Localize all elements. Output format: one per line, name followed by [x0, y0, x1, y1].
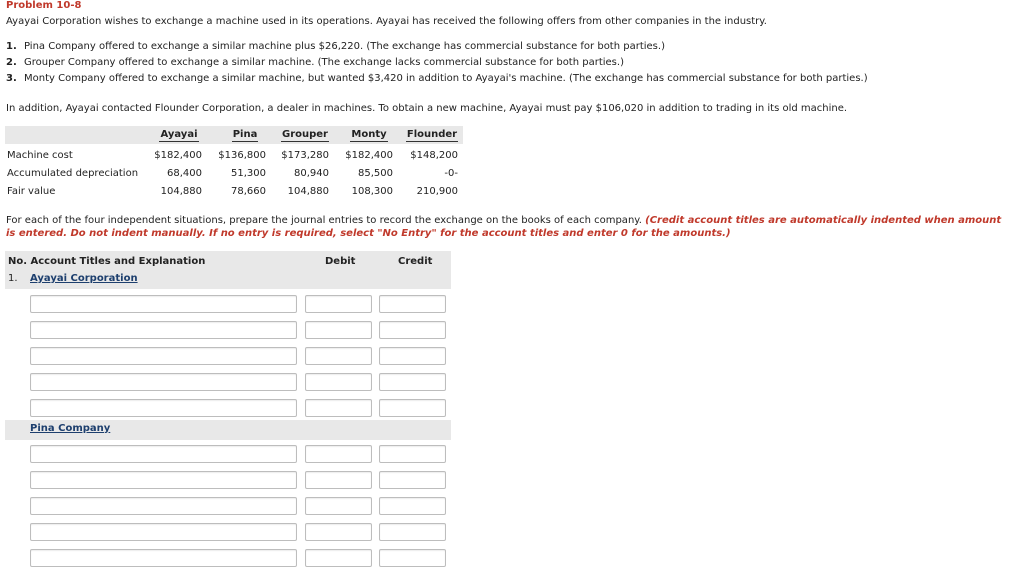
debit-input[interactable]	[305, 471, 372, 489]
table-cell: -0-	[444, 168, 458, 179]
company-heading-pina: Pina Company	[30, 423, 111, 434]
credit-input[interactable]	[379, 347, 446, 365]
col-header-grouper: Grouper	[281, 129, 328, 140]
credit-input[interactable]	[379, 497, 446, 515]
account-title-input[interactable]	[30, 497, 297, 515]
journal-header	[5, 251, 451, 289]
debit-input[interactable]	[305, 321, 372, 339]
col-header-ayayai: Ayayai	[160, 129, 198, 140]
problem-intro: Ayayai Corporation wishes to exchange a machine used in its operations. Ayayai has received the following offers from other companies in the industry.	[6, 16, 767, 27]
company-section-header	[5, 420, 451, 440]
table-cell: 85,500	[358, 168, 393, 179]
credit-input[interactable]	[379, 321, 446, 339]
table-cell: $136,800	[218, 150, 266, 161]
table-cell: $173,280	[281, 150, 329, 161]
col-header-debit: Debit	[325, 256, 356, 267]
offer-text: Grouper Company offered to exchange a similar machine. (The exchange lacks commercial substance for both parties.)	[24, 57, 624, 68]
credit-input[interactable]	[379, 399, 446, 417]
table-cell: $148,200	[410, 150, 458, 161]
debit-input[interactable]	[305, 347, 372, 365]
offer-number: 1.	[6, 41, 17, 52]
account-title-input[interactable]	[30, 321, 297, 339]
offer-item	[6, 41, 665, 52]
offer-number: 3.	[6, 73, 17, 84]
table-cell: $182,400	[345, 150, 393, 161]
debit-input[interactable]	[305, 445, 372, 463]
company-heading-ayayai: Ayayai Corporation	[30, 273, 138, 284]
problem-title: Problem 10-8	[6, 0, 82, 11]
offer-text: Monty Company offered to exchange a similar machine, but wanted $3,420 in addition to Ayayai's machine. (The exchange has commercial substance for both parties.)	[24, 73, 868, 84]
col-header-monty: Monty	[351, 129, 387, 140]
table-cell: 210,900	[416, 186, 458, 197]
offer-item	[6, 73, 868, 84]
col-header-account: No. Account Titles and Explanation	[8, 256, 206, 267]
offer-text: Pina Company offered to exchange a similar machine plus $26,220. (The exchange has commercial substance for both parties.)	[24, 41, 665, 52]
debit-input[interactable]	[305, 399, 372, 417]
instructions-text: For each of the four independent situations, prepare the journal entries to record the exchange on the books of each company.	[6, 215, 646, 226]
debit-input[interactable]	[305, 295, 372, 313]
col-header-credit: Credit	[398, 256, 433, 267]
offer-number: 2.	[6, 57, 17, 68]
debit-input[interactable]	[305, 497, 372, 515]
table-cell: 68,400	[167, 168, 202, 179]
credit-input[interactable]	[379, 373, 446, 391]
account-title-input[interactable]	[30, 347, 297, 365]
credit-input[interactable]	[379, 445, 446, 463]
account-title-input[interactable]	[30, 295, 297, 313]
account-title-input[interactable]	[30, 471, 297, 489]
debit-input[interactable]	[305, 549, 372, 567]
account-title-input[interactable]	[30, 523, 297, 541]
row-label-accumulated-depreciation: Accumulated depreciation	[7, 168, 139, 179]
table-cell: 104,880	[160, 186, 202, 197]
account-title-input[interactable]	[30, 445, 297, 463]
account-title-input[interactable]	[30, 373, 297, 391]
account-title-input[interactable]	[30, 399, 297, 417]
offer-item	[6, 57, 624, 68]
table-cell: 80,940	[294, 168, 329, 179]
debit-input[interactable]	[305, 523, 372, 541]
table-cell: $182,400	[154, 150, 202, 161]
table-cell: 51,300	[231, 168, 266, 179]
row-label-fair-value: Fair value	[7, 186, 56, 197]
debit-input[interactable]	[305, 373, 372, 391]
credit-input[interactable]	[379, 523, 446, 541]
machine-data-table	[5, 126, 463, 202]
entry-number: 1.	[8, 273, 18, 284]
row-label-machine-cost: Machine cost	[7, 150, 73, 161]
table-cell: 78,660	[231, 186, 266, 197]
credit-input[interactable]	[379, 295, 446, 313]
account-title-input[interactable]	[30, 549, 297, 567]
table-cell: 104,880	[287, 186, 329, 197]
credit-input[interactable]	[379, 471, 446, 489]
table-cell: 108,300	[351, 186, 393, 197]
col-header-pina: Pina	[232, 129, 258, 140]
additional-info: In addition, Ayayai contacted Flounder Corporation, a dealer in machines. To obtain a new machine, Ayayai must pay $106,020 in addition to trading in its old machine.	[6, 103, 848, 114]
instructions	[6, 214, 1006, 240]
instructions-emphasis: (Credit account titles are automatically indented when amount is entered. Do not indent manually. If no entry is required, select "No Entry" for the account titles and enter 0 for the amounts.)	[6, 215, 1002, 239]
credit-input[interactable]	[379, 549, 446, 567]
col-header-flounder: Flounder	[406, 129, 458, 140]
